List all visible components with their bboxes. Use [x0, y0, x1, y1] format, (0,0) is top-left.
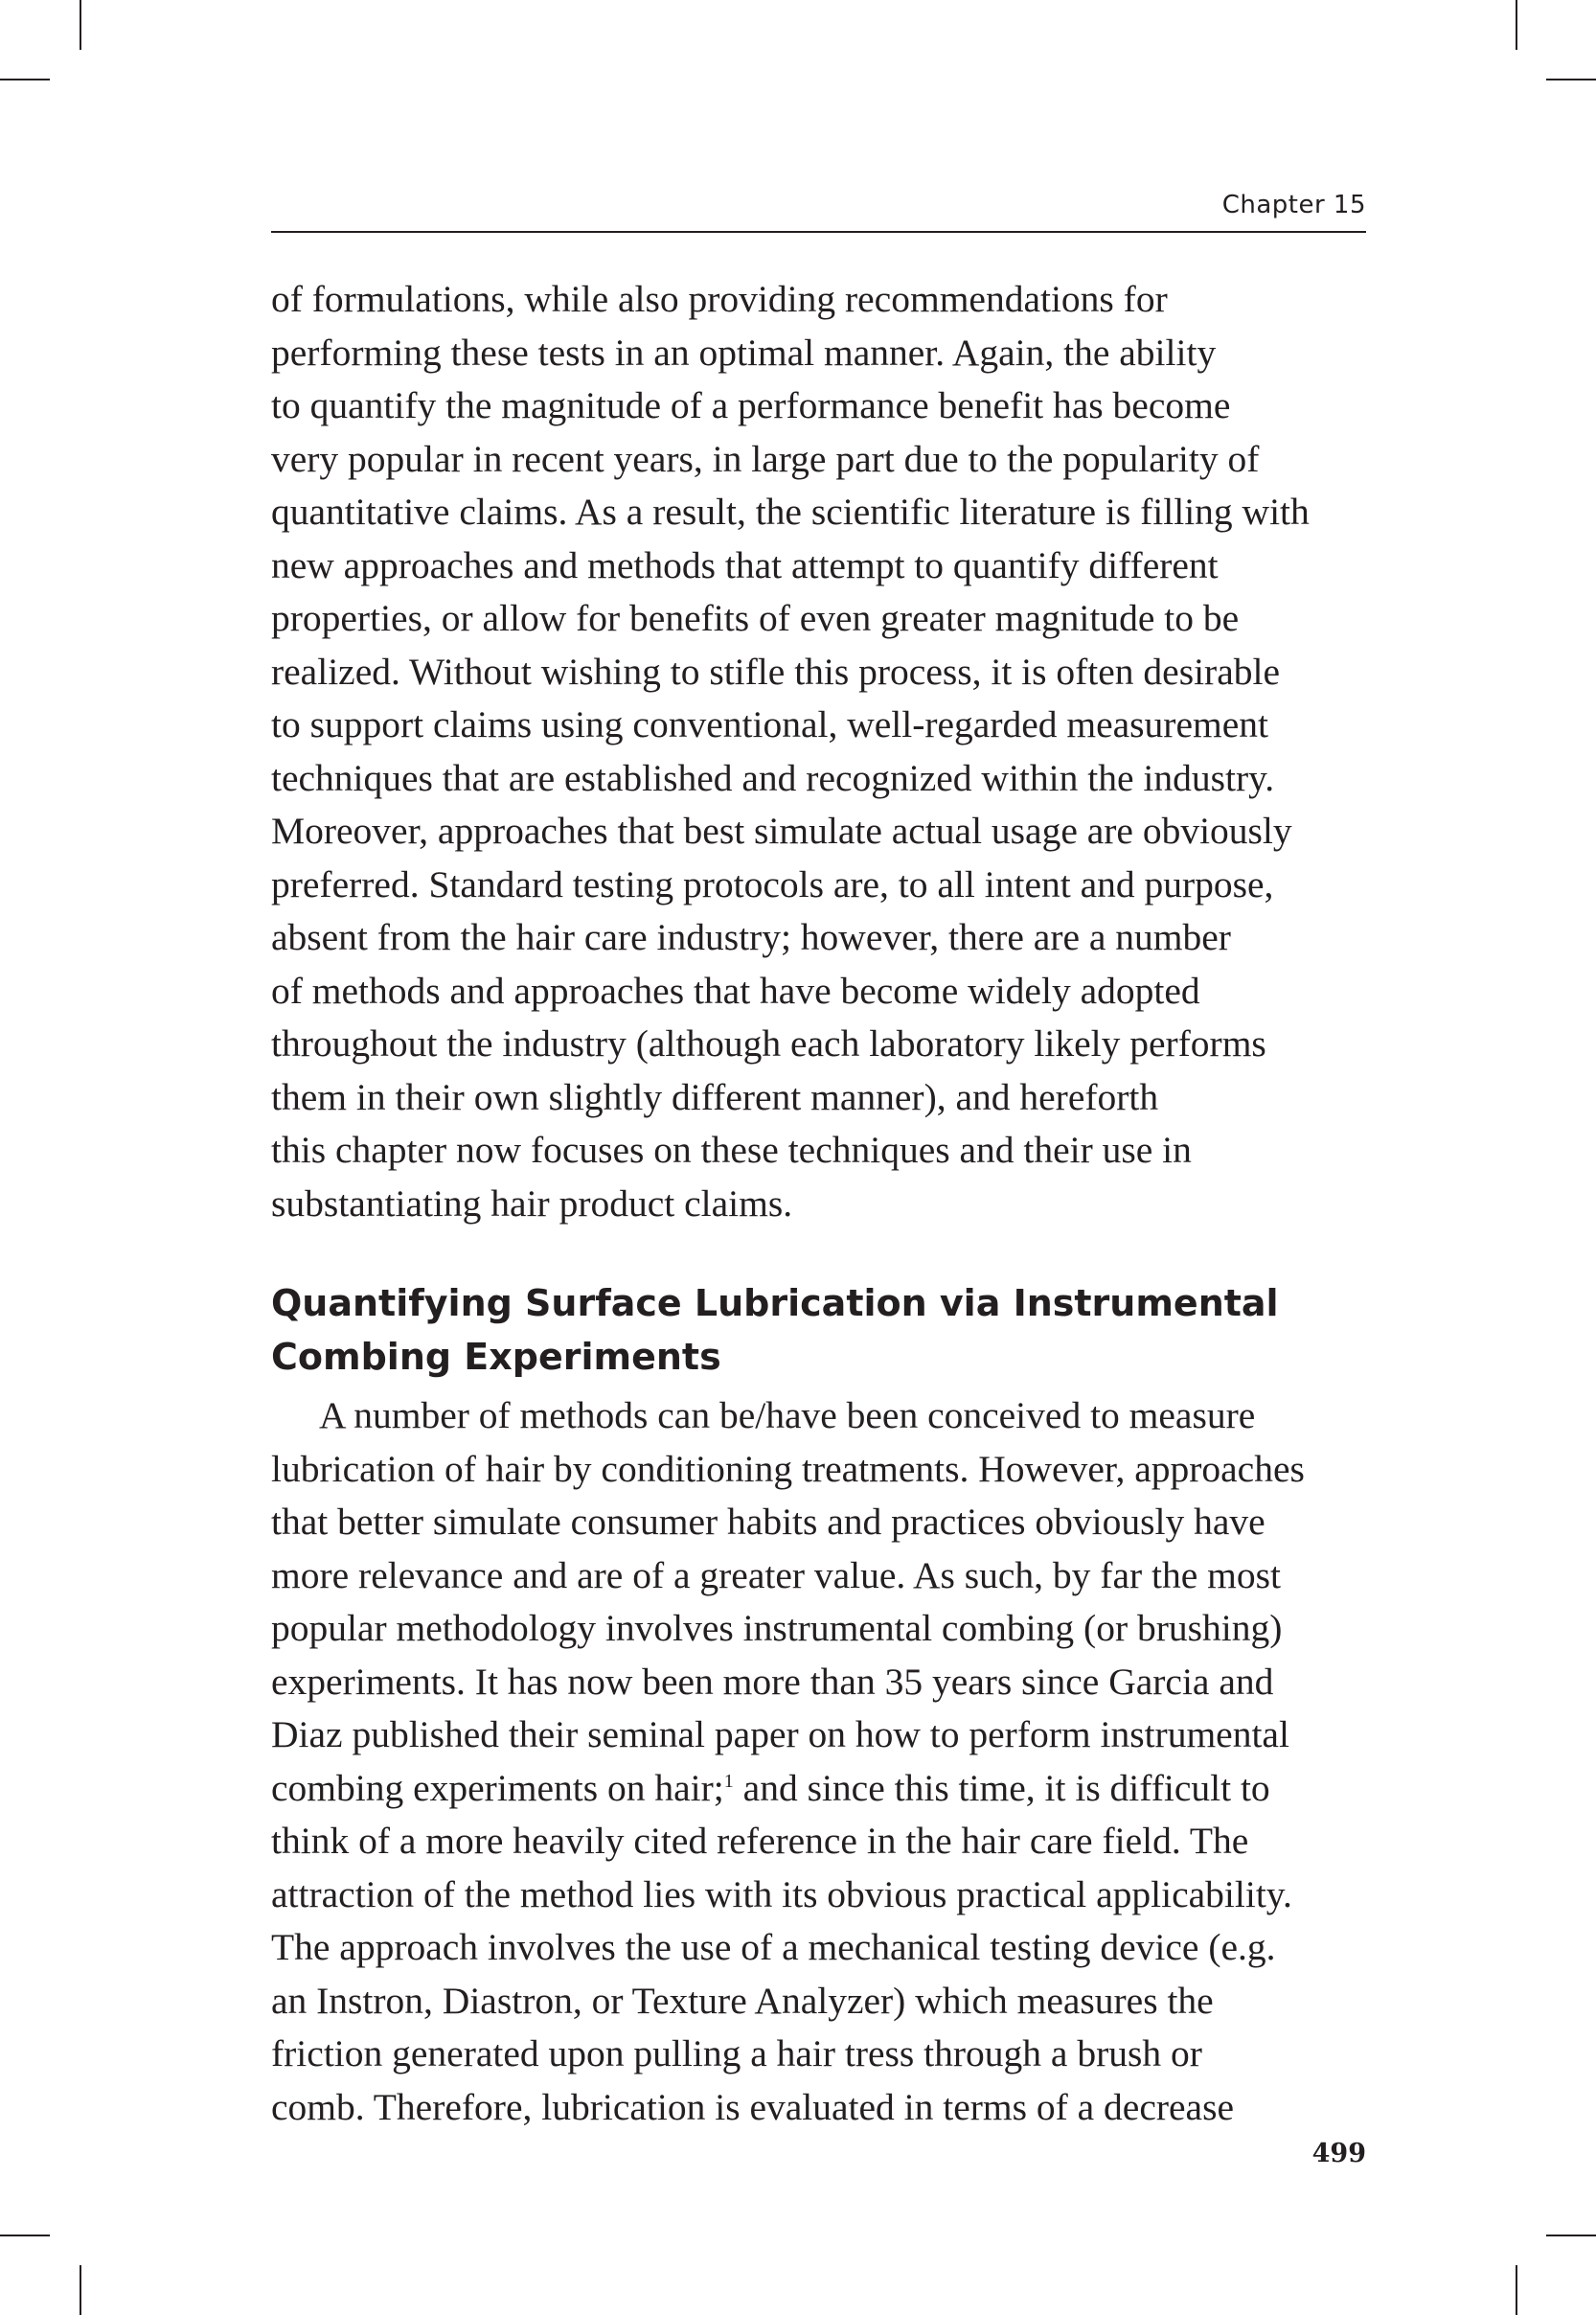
- text-line: preferred. Standard testing protocols are, to all intent and purpose,: [271, 862, 1274, 905]
- text-line: Diaz published their seminal paper on how to perform instrumental: [271, 1713, 1289, 1755]
- text-line: think of a more heavily cited reference in the hair care field. The: [271, 1820, 1249, 1862]
- text-line: more relevance and are of a greater value. As such, by far the most: [271, 1553, 1281, 1596]
- section-heading: [271, 1276, 1382, 1384]
- text-line: lubrication of hair by conditioning treatments. However, approaches: [271, 1447, 1305, 1490]
- text-line: them in their own slightly different manner), and hereforth: [271, 1075, 1159, 1118]
- text-line: substantiating hair product claims.: [271, 1181, 793, 1225]
- crop-mark-top-left: [80, 0, 81, 50]
- text-line: The approach involves the use of a mechanical testing device (e.g.: [271, 1926, 1276, 1968]
- text-line: this chapter now focuses on these techniques and their use in: [271, 1129, 1192, 1171]
- crop-mark-top-right: [1516, 0, 1517, 50]
- text-line: throughout the industry (although each laboratory likely performs: [271, 1022, 1266, 1065]
- crop-mark-bottom-left-h: [0, 2235, 50, 2236]
- text-segment: and since this time, it is difficult to: [733, 1766, 1270, 1809]
- running-head-label: Chapter 15: [1221, 191, 1366, 219]
- section-heading-line: Quantifying Surface Lubrication via Instrumental: [271, 1282, 1279, 1324]
- text-line: A number of methods can be/have been conceived to measure: [319, 1394, 1256, 1436]
- text-line: realized. Without wishing to stifle this process, it is often desirable: [271, 650, 1280, 693]
- text-line-with-reference: [271, 1762, 1382, 1816]
- crop-mark-top-right-h: [1546, 79, 1596, 80]
- text-line: comb. Therefore, lubrication is evaluated in terms of a decrease: [271, 2085, 1234, 2128]
- crop-mark-bottom-right: [1516, 2265, 1517, 2315]
- text-line: popular methodology involves instrumental combing (or brushing): [271, 1607, 1283, 1649]
- text-line: performing these tests in an optimal manner. Again, the ability: [271, 331, 1217, 374]
- page-number: 499: [1311, 2139, 1366, 2168]
- text-line: that better simulate consumer habits and practices obviously have: [271, 1501, 1265, 1543]
- text-line: to quantify the magnitude of a performance benefit has become: [271, 384, 1231, 426]
- paragraph-1: [271, 273, 1382, 1230]
- text-line: absent from the hair care industry; however, there are a number: [271, 916, 1231, 958]
- text-line: quantitative claims. As a result, the scientific literature is filling with: [271, 491, 1310, 533]
- text-line: an Instron, Diastron, or Texture Analyzer) which measures the: [271, 1979, 1214, 2022]
- text-line: of methods and approaches that have become widely adopted: [271, 969, 1200, 1012]
- reference-superscript[interactable]: 1: [723, 1770, 734, 1792]
- text-segment: combing experiments on hair;: [271, 1766, 724, 1809]
- text-line: friction generated upon pulling a hair tress through a brush or: [271, 2032, 1202, 2074]
- crop-mark-bottom-left: [80, 2265, 81, 2315]
- running-head: [271, 187, 1366, 233]
- paragraph-2: [271, 1389, 1382, 2134]
- text-line: Moreover, approaches that best simulate actual usage are obviously: [271, 810, 1292, 852]
- text-line: experiments. It has now been more than 35 years since Garcia and: [271, 1660, 1274, 1703]
- text-line: attraction of the method lies with its obvious practical applicability.: [271, 1872, 1292, 1915]
- text-line: of formulations, while also providing recommendations for: [271, 278, 1168, 320]
- text-line: new approaches and methods that attempt to quantify different: [271, 543, 1219, 586]
- crop-mark-bottom-right-h: [1546, 2235, 1596, 2236]
- text-line: to support claims using conventional, well-regarded measurement: [271, 703, 1268, 745]
- text-line: very popular in recent years, in large part due to the popularity of: [271, 437, 1260, 480]
- section-heading-line: Combing Experiments: [271, 1336, 721, 1378]
- text-line: properties, or allow for benefits of even greater magnitude to be: [271, 597, 1240, 639]
- text-line: techniques that are established and recognized within the industry.: [271, 756, 1275, 799]
- crop-mark-top-left-h: [0, 79, 50, 80]
